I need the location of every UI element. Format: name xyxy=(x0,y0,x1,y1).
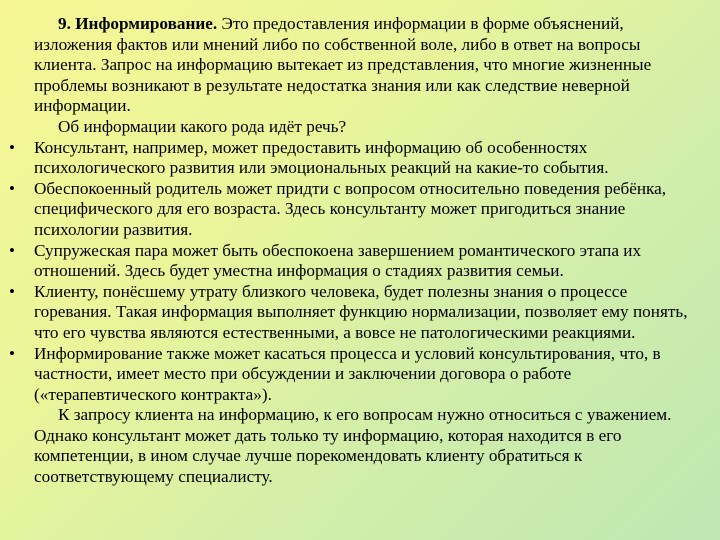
question-line: Об информации какого рода идёт речь? xyxy=(58,116,347,136)
list-item xyxy=(9,137,702,179)
list-item xyxy=(9,343,702,406)
intro-paragraph xyxy=(34,14,702,117)
bullet-icon: • xyxy=(9,281,15,301)
list-item-text: Супружеская пара может быть обеспокоена завершением романтического этапа их отношений. Здесь будет уместна информация о стадиях развития семьи. xyxy=(34,240,642,281)
list-item-text: Обеспокоенный родитель может придти с вопросом относительно поведения ребёнка, специфического для его возраста. Здесь консультанту может пригодиться знание психологии развития. xyxy=(34,178,667,239)
examples-list xyxy=(9,137,702,406)
bullet-icon: • xyxy=(9,240,15,260)
section-title: 9. Информирование. xyxy=(58,14,218,33)
list-item xyxy=(9,281,702,344)
list-item xyxy=(9,178,702,241)
intro-text: Это предоставления информации в форме объяснений, изложения фактов или мнений либо по собственной воле, либо в ответ на вопросы клиента. Запрос на информацию вытекает из представления, что многие жизненные проблемы возникают в результате недостатка знания или как следствие неверной информации. xyxy=(34,14,652,116)
list-item-text: Консультант, например, может предоставить информацию об особенностях психологического развития или эмоциональных реакций на какие-то события. xyxy=(34,137,609,178)
bullet-icon: • xyxy=(9,137,15,157)
bullet-icon: • xyxy=(9,343,15,363)
list-item-text: Информирование также может касаться процесса и условий консультирования, что, в частности, имеет место при обсуждении и заключении договора о работе («терапевтического контракта»). xyxy=(34,343,661,404)
list-item-text: Клиенту, понёсшему утрату близкого человека, будет полезны знания о процессе горевания. Такая информация выполняет функцию нормализации, позволяет ему понять, что его чувства являются естественными, а вовсе не патологическими реакциями. xyxy=(34,281,688,342)
bullet-icon: • xyxy=(9,178,15,198)
closing-paragraph: К запросу клиента на информацию, к его вопросам нужно относиться с уважением. Однако консультант может дать только ту информацию, которая находится в его компетенции, в ином случае лучше порекомендовать клиенту обратиться к соответствующему специалисту. xyxy=(34,405,672,487)
list-item xyxy=(9,240,702,282)
